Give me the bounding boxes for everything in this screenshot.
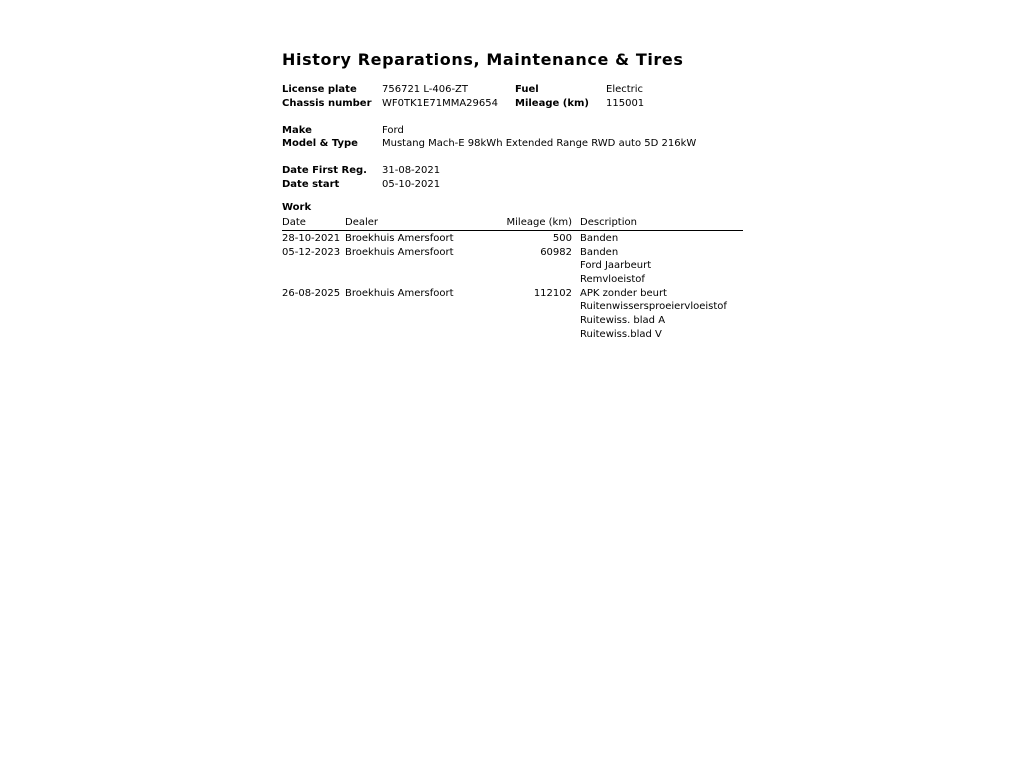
row-dealer: Broekhuis Amersfoort bbox=[345, 287, 454, 299]
table-row bbox=[282, 232, 743, 246]
description-line: Banden bbox=[580, 246, 619, 258]
make-value: Ford bbox=[382, 125, 404, 136]
description-line: APK zonder beurt bbox=[580, 287, 667, 299]
date-start-label: Date start bbox=[282, 179, 340, 190]
work-table-header bbox=[282, 216, 743, 231]
chassis-value: WF0TK1E71MMA29654 bbox=[382, 98, 498, 109]
row-description bbox=[580, 287, 727, 342]
description-line: Remvloeistof bbox=[580, 274, 645, 286]
model-value: Mustang Mach-E 98kWh Extended Range RWD auto 5D 216kW bbox=[382, 138, 697, 149]
row-mileage: 112102 bbox=[533, 287, 572, 299]
row-dealer: Broekhuis Amersfoort bbox=[345, 233, 454, 244]
work-table bbox=[282, 216, 743, 342]
chassis-label: Chassis number bbox=[282, 98, 372, 109]
column-header-date: Date bbox=[282, 217, 306, 228]
fuel-value: Electric bbox=[606, 84, 644, 95]
license-plate-value: 756721 L-406-ZT bbox=[382, 84, 469, 95]
mileage-label: Mileage (km) bbox=[515, 98, 589, 109]
report-page bbox=[282, 48, 744, 340]
date-start-value: 05-10-2021 bbox=[382, 179, 441, 190]
first-reg-value: 31-08-2021 bbox=[382, 165, 441, 176]
row-dealer: Broekhuis Amersfoort bbox=[345, 246, 454, 258]
description-line: Ruitewiss. blad A bbox=[580, 315, 666, 327]
row-description bbox=[580, 246, 651, 287]
description-line: Ford Jaarbeurt bbox=[580, 260, 652, 272]
column-header-dealer: Dealer bbox=[345, 217, 379, 228]
row-date: 05-12-2023 bbox=[282, 246, 341, 258]
license-plate-label: License plate bbox=[282, 84, 357, 95]
model-label: Model & Type bbox=[282, 138, 358, 149]
make-label: Make bbox=[282, 125, 312, 136]
page-title: History Reparations, Maintenance & Tires bbox=[282, 50, 684, 69]
mileage-value: 115001 bbox=[606, 98, 645, 109]
table-row bbox=[282, 287, 743, 342]
row-description bbox=[580, 232, 618, 246]
row-mileage: 60982 bbox=[540, 246, 572, 258]
description-line: Banden bbox=[580, 233, 619, 244]
description-line: Ruitenwissersproeiervloeistof bbox=[580, 301, 727, 313]
column-header-description: Description bbox=[580, 217, 637, 228]
column-header-mileage: Mileage (km) bbox=[506, 217, 572, 228]
row-date: 26-08-2025 bbox=[282, 287, 341, 299]
description-line: Ruitewiss.blad V bbox=[580, 328, 662, 340]
row-date: 28-10-2021 bbox=[282, 233, 341, 244]
fuel-label: Fuel bbox=[515, 84, 539, 95]
first-reg-label: Date First Reg. bbox=[282, 165, 367, 176]
work-section-label: Work bbox=[282, 202, 312, 213]
table-row bbox=[282, 246, 743, 287]
row-mileage: 500 bbox=[552, 233, 572, 244]
